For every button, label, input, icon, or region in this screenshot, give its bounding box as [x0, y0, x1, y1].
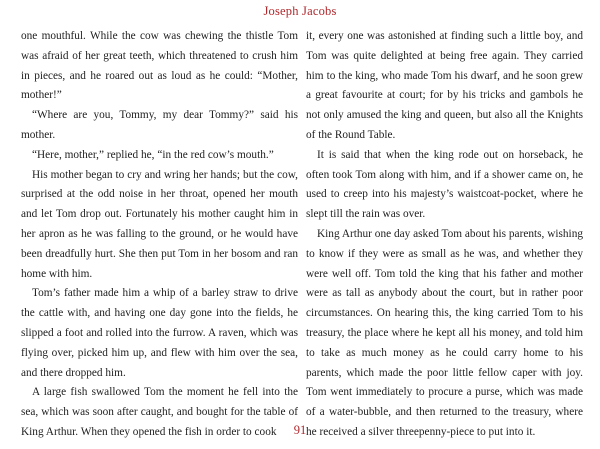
page-number: 91 [293, 423, 307, 437]
paragraph: one mouthful. While the cow was chewing the thistle Tom was afraid of her great teeth, which threatened to crush him in pieces, and he roared out as loud as he could: “Mother, mother!” [21, 30, 298, 102]
paragraph: “Where are you, Tommy, my dear Tommy?” said his mother. [21, 109, 298, 141]
paragraph: It is said that when the king rode out on horseback, he often took Tom along with him, and if a shower came on, he used to creep into his majesty’s waistcoat-pocket, where he slept till the rain was over. [306, 148, 583, 221]
paragraph: A large fish swallowed Tom the moment he fell into the sea, which was soon after caught, and bought for the table of King Arthur. When they opened the fish in order to cook [21, 386, 298, 438]
paragraph: His mother began to cry and wring her hands; but the cow, surprised at the odd noise in her throat, opened her mouth and let Tom drop out. Fortunately his mother caught him in her apron as he was falling to the ground, or he would have been dreadfully hurt. She then put Tom in her bosom and ran home with him. [21, 168, 298, 280]
running-head: Joseph Jacobs [263, 4, 337, 18]
paragraph: Tom’s father made him a whip of a barley straw to drive the cattle with, and having one day gone into the fields, he slipped a foot and rolled into the furrow. A raven, which was flying over, picked him up, and flew with him over the sea, and there dropped him. [21, 287, 298, 379]
paragraph: King Arthur one day asked Tom about his parents, wishing to know if they were as small as he was, and whether they were well off. Tom told the king that his father and mother were as tall as anybody about the court, but in rather poor circumstances. On hearing this, the king carried Tom to his treasury, the place where he kept all his money, and told him to take as much money as he could carry home to his parents, which made the poor little fellow caper with joy. Tom went immediately to procure a purse, which was made of a water-bubble, and then returned to the treasury, where he received a silver threepenny-piece to put into it. [306, 227, 583, 438]
left-column [21, 27, 298, 443]
paragraph: it, every one was astonished at finding such a little boy, and Tom was quite delighted at being free again. They carried him to the king, who made Tom his dwarf, and he soon grew a great favourite at court; for by his tricks and gambols he not only amused the king and queen, but also all the Knights of the Round Table. [306, 30, 583, 141]
paragraph: “Here, mother,” replied he, “in the red cow’s mouth.” [32, 148, 274, 161]
text-columns [21, 27, 583, 443]
right-column [306, 27, 583, 443]
